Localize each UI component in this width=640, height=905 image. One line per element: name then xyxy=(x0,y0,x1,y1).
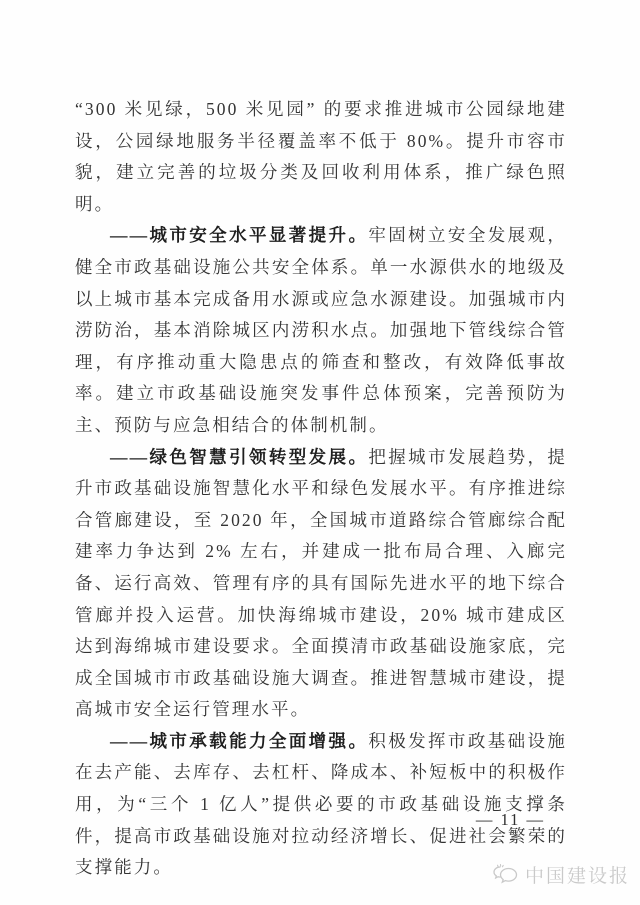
paragraph-text: 积极发挥市政基础设施在去产能、去库存、去杠杆、降成本、补短板中的积极作用，为“三个 1 亿人”提供必要的市政基础设施支撑条件，提高市政基础设施对拉动经济增长、促进社会繁荣的支撑能力。 xyxy=(75,730,567,878)
paragraph-lead: ——绿色智慧引领转型发展。 xyxy=(110,446,369,467)
paragraph-lead: ——城市安全水平显著提升。 xyxy=(110,225,369,246)
paragraph xyxy=(75,220,567,441)
paragraph xyxy=(75,94,567,220)
footer-watermark xyxy=(490,861,630,888)
footer-brand-text: 中国建设报 xyxy=(524,866,630,887)
paragraph-text: 牢固树立安全发展观，健全市政基础设施公共安全体系。单一水源供水的地级及以上城市基本完成备用水源或应急水源建设。加强城市内涝防治，基本消除城区内涝积水点。加强地下管线综合管理，有序推动重大隐患点的筛查和整改，有效降低事故率。建立市政基础设施突发事件总体预案，完善预防为主、预防与应急相结合的体制机制。 xyxy=(75,225,567,435)
paragraph-text: “300 米见绿，500 米见园” 的要求推进城市公园绿地建设，公园绿地服务半径覆盖率不低于 80%。提升市容市貌，建立完善的垃圾分类及回收利用体系，推广绿色照明。 xyxy=(75,99,567,214)
page-number: — 11 — xyxy=(475,810,545,829)
chat-bubbles-icon xyxy=(490,863,520,887)
paragraph xyxy=(75,442,567,726)
paragraph-lead: ——城市承载能力全面增强。 xyxy=(110,730,369,751)
paragraph-text: 把握城市发展趋势，提升市政基础设施智慧化水平和绿色发展水平。有序推进综合管廊建设，至 2020 年，全国城市道路综合管廊综合配建率力争达到 2% 左右，并建成一批布局合理、入廊完备、运行高效、管理有序的具有国际先进水平的地下综合管廊并投入运营。加快海绵城市建设，20% 城市建成区达到海绵城市建设要求。全面摸清市政基础设施家底，完成全国城市市政基础设施大调查。推进智慧城市建设，提高城市安全运行管理水平。 xyxy=(75,446,567,720)
document-body xyxy=(75,94,567,884)
